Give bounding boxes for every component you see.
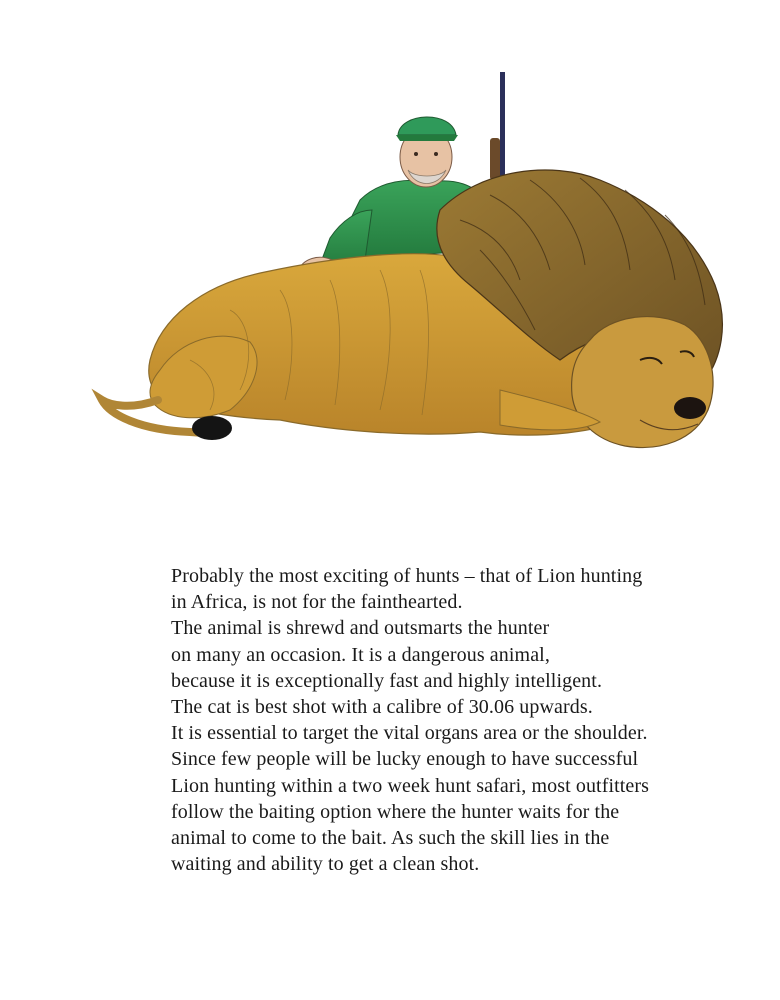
text-line: The cat is best shot with a calibre of 30.06 upwards.	[171, 696, 593, 719]
text-line: It is essential to target the vital organs area or the shoulder.	[171, 722, 648, 745]
text-line: Probably the most exciting of hunts – that of Lion hunting	[171, 565, 643, 587]
text-line: on many an occasion. It is a dangerous animal,	[171, 643, 550, 666]
description-text	[171, 563, 751, 877]
text-line: animal to come to the bait. As such the skill lies in the	[171, 827, 610, 850]
rifle	[490, 72, 505, 182]
text-line: waiting and ability to get a clean shot.	[171, 853, 480, 876]
text-line: Lion hunting within a two week hunt safari, most outfitters	[171, 774, 650, 797]
text-line: Since few people will be lucky enough to have successful	[171, 748, 639, 771]
hunter-lion-illustration	[80, 60, 740, 480]
text-line: The animal is shrewd and outsmarts the hunter	[171, 617, 550, 640]
text-line: follow the baiting option where the hunter waits for the	[171, 800, 620, 823]
illustration-drawing	[80, 60, 740, 480]
text-line: in Africa, is not for the fainthearted.	[171, 591, 463, 614]
text-line: because it is exceptionally fast and highly intelligent.	[171, 669, 603, 692]
